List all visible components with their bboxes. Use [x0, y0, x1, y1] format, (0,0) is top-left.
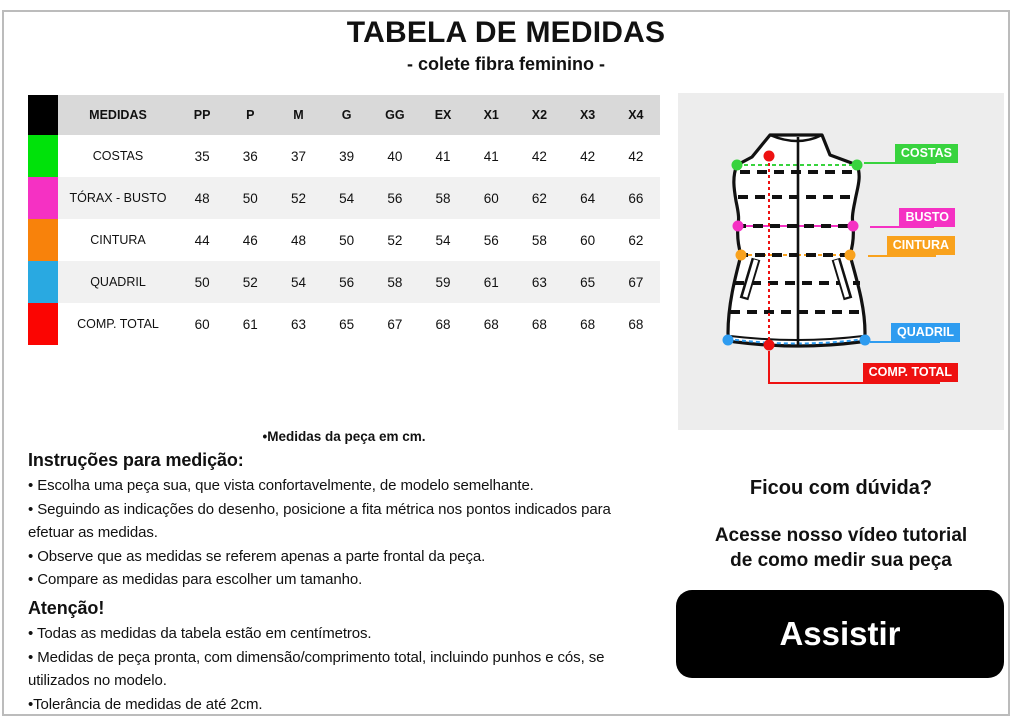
column-header-size: M	[274, 95, 322, 135]
diagram-label-busto: BUSTO	[899, 208, 955, 227]
cell-value: 48	[194, 190, 210, 206]
cell-value: 63	[290, 316, 306, 332]
row-color-swatch	[28, 135, 58, 177]
cell-value: 60	[194, 316, 210, 332]
cell-value: 59	[435, 274, 451, 290]
cell-value: 64	[580, 190, 596, 206]
size-table-header-row	[28, 95, 660, 135]
cell-value: 36	[242, 148, 258, 164]
row-color-swatch	[28, 303, 58, 345]
cell-value: 63	[531, 274, 547, 290]
column-header-size: P	[226, 95, 274, 135]
table-row-costas	[28, 135, 660, 177]
column-header-size: X1	[467, 95, 515, 135]
cell-value: 65	[580, 274, 596, 290]
attention-item: • Todas as medidas da tabela estão em centímetros.	[28, 625, 372, 642]
watch-video-button[interactable]: Assistir	[676, 590, 1004, 678]
cell-value: 62	[531, 190, 547, 206]
column-header-size: PP	[178, 95, 226, 135]
cell-value: 62	[628, 232, 644, 248]
cell-value: 54	[290, 274, 306, 290]
row-label: TÓRAX - BUSTO	[69, 191, 167, 205]
cell-value: 40	[387, 148, 403, 164]
cell-value: 56	[339, 274, 355, 290]
cell-value: 46	[242, 232, 258, 248]
cell-value: 67	[387, 316, 403, 332]
cell-value: 66	[628, 190, 644, 206]
column-header-medidas: MEDIDAS	[58, 95, 178, 135]
column-header-size: X3	[564, 95, 612, 135]
cell-value: 42	[580, 148, 596, 164]
diagram-label-comp-total: COMP. TOTAL	[863, 363, 958, 382]
help-cta	[660, 523, 1022, 573]
cell-value: 60	[580, 232, 596, 248]
table-row-comp-total	[28, 303, 660, 345]
instruction-item: • Compare as medidas para escolher um tamanho.	[28, 571, 363, 588]
cell-value: 56	[387, 190, 403, 206]
row-label: COSTAS	[92, 149, 144, 163]
instructions-heading: Instruções para medição:	[28, 450, 244, 470]
attention-item: • Medidas de peça pronta, com dimensão/comprimento total, incluindo punhos e cós, se utilizados no modelo.	[28, 648, 605, 689]
cell-value: 44	[194, 232, 210, 248]
cell-value: 50	[242, 190, 258, 206]
cell-value: 39	[339, 148, 355, 164]
instruction-item: • Observe que as medidas se referem apenas a parte frontal da peça.	[28, 547, 486, 565]
row-label: QUADRIL	[90, 275, 146, 289]
help-question: Ficou com dúvida?	[749, 477, 933, 499]
cell-value: 41	[483, 148, 499, 164]
cell-value: 68	[580, 316, 596, 332]
cell-value: 56	[483, 232, 499, 248]
row-color-swatch	[28, 219, 58, 261]
row-color-swatch	[28, 177, 58, 219]
row-label: COMP. TOTAL	[77, 317, 159, 331]
cell-value: 68	[531, 316, 547, 332]
column-header-size: EX	[419, 95, 467, 135]
cell-value: 54	[339, 190, 355, 206]
cell-value: 50	[339, 232, 355, 248]
attention-heading: Atenção!	[28, 598, 105, 618]
cell-value: 68	[435, 316, 451, 332]
cell-value: 35	[194, 148, 210, 164]
column-header-size: X2	[515, 95, 563, 135]
header-color-swatch	[28, 95, 58, 135]
help-cta-line1: Acesse nosso vídeo tutorial	[714, 525, 968, 546]
cell-value: 52	[290, 190, 306, 206]
row-color-swatch	[28, 261, 58, 303]
diagram-label-costas: COSTAS	[895, 144, 958, 163]
cell-value: 50	[194, 274, 210, 290]
instruction-item: • Seguindo as indicações do desenho, posicione a fita métrica nos pontos indicados para efetuar as medidas.	[28, 500, 611, 541]
cell-value: 58	[387, 274, 403, 290]
cell-value: 68	[628, 316, 644, 332]
cell-value: 37	[290, 148, 306, 164]
cell-value: 54	[435, 232, 451, 248]
table-row-cintura	[28, 219, 660, 261]
size-table	[28, 95, 660, 345]
cell-value: 61	[483, 274, 499, 290]
cell-value: 42	[531, 148, 547, 164]
table-row-torax-busto	[28, 177, 660, 219]
attention-item: •Tolerância de medidas de até 2cm.	[28, 695, 263, 713]
cell-value: 60	[483, 190, 499, 206]
table-row-quadril	[28, 261, 660, 303]
cell-value: 61	[242, 316, 258, 332]
column-header-size: GG	[371, 95, 419, 135]
help-cta-line2: de como medir sua peça	[730, 550, 952, 571]
row-label: CINTURA	[90, 233, 146, 247]
instruction-item: • Escolha uma peça sua, que vista confortavelmente, de modelo semelhante.	[28, 477, 534, 494]
cell-value: 65	[339, 316, 355, 332]
diagram-panel	[678, 93, 1004, 430]
cell-value: 58	[435, 190, 451, 206]
diagram-label-quadril: QUADRIL	[891, 323, 960, 342]
cell-value: 42	[628, 148, 644, 164]
cell-value: 48	[290, 232, 306, 248]
cell-value: 41	[435, 148, 451, 164]
cell-value: 52	[242, 274, 258, 290]
page-subtitle: - colete fibra feminino -	[406, 54, 606, 74]
page-title: TABELA DE MEDIDAS	[346, 16, 666, 49]
cell-value: 68	[483, 316, 499, 332]
attention-notes	[28, 598, 628, 716]
measuring-instructions	[28, 450, 628, 592]
diagram-label-cintura: CINTURA	[887, 236, 955, 255]
cell-value: 58	[531, 232, 547, 248]
column-header-size: X4	[612, 95, 660, 135]
cell-value: 67	[628, 274, 644, 290]
column-header-size: G	[323, 95, 371, 135]
units-note: •Medidas da peça em cm.	[262, 429, 426, 444]
cell-value: 52	[387, 232, 403, 248]
